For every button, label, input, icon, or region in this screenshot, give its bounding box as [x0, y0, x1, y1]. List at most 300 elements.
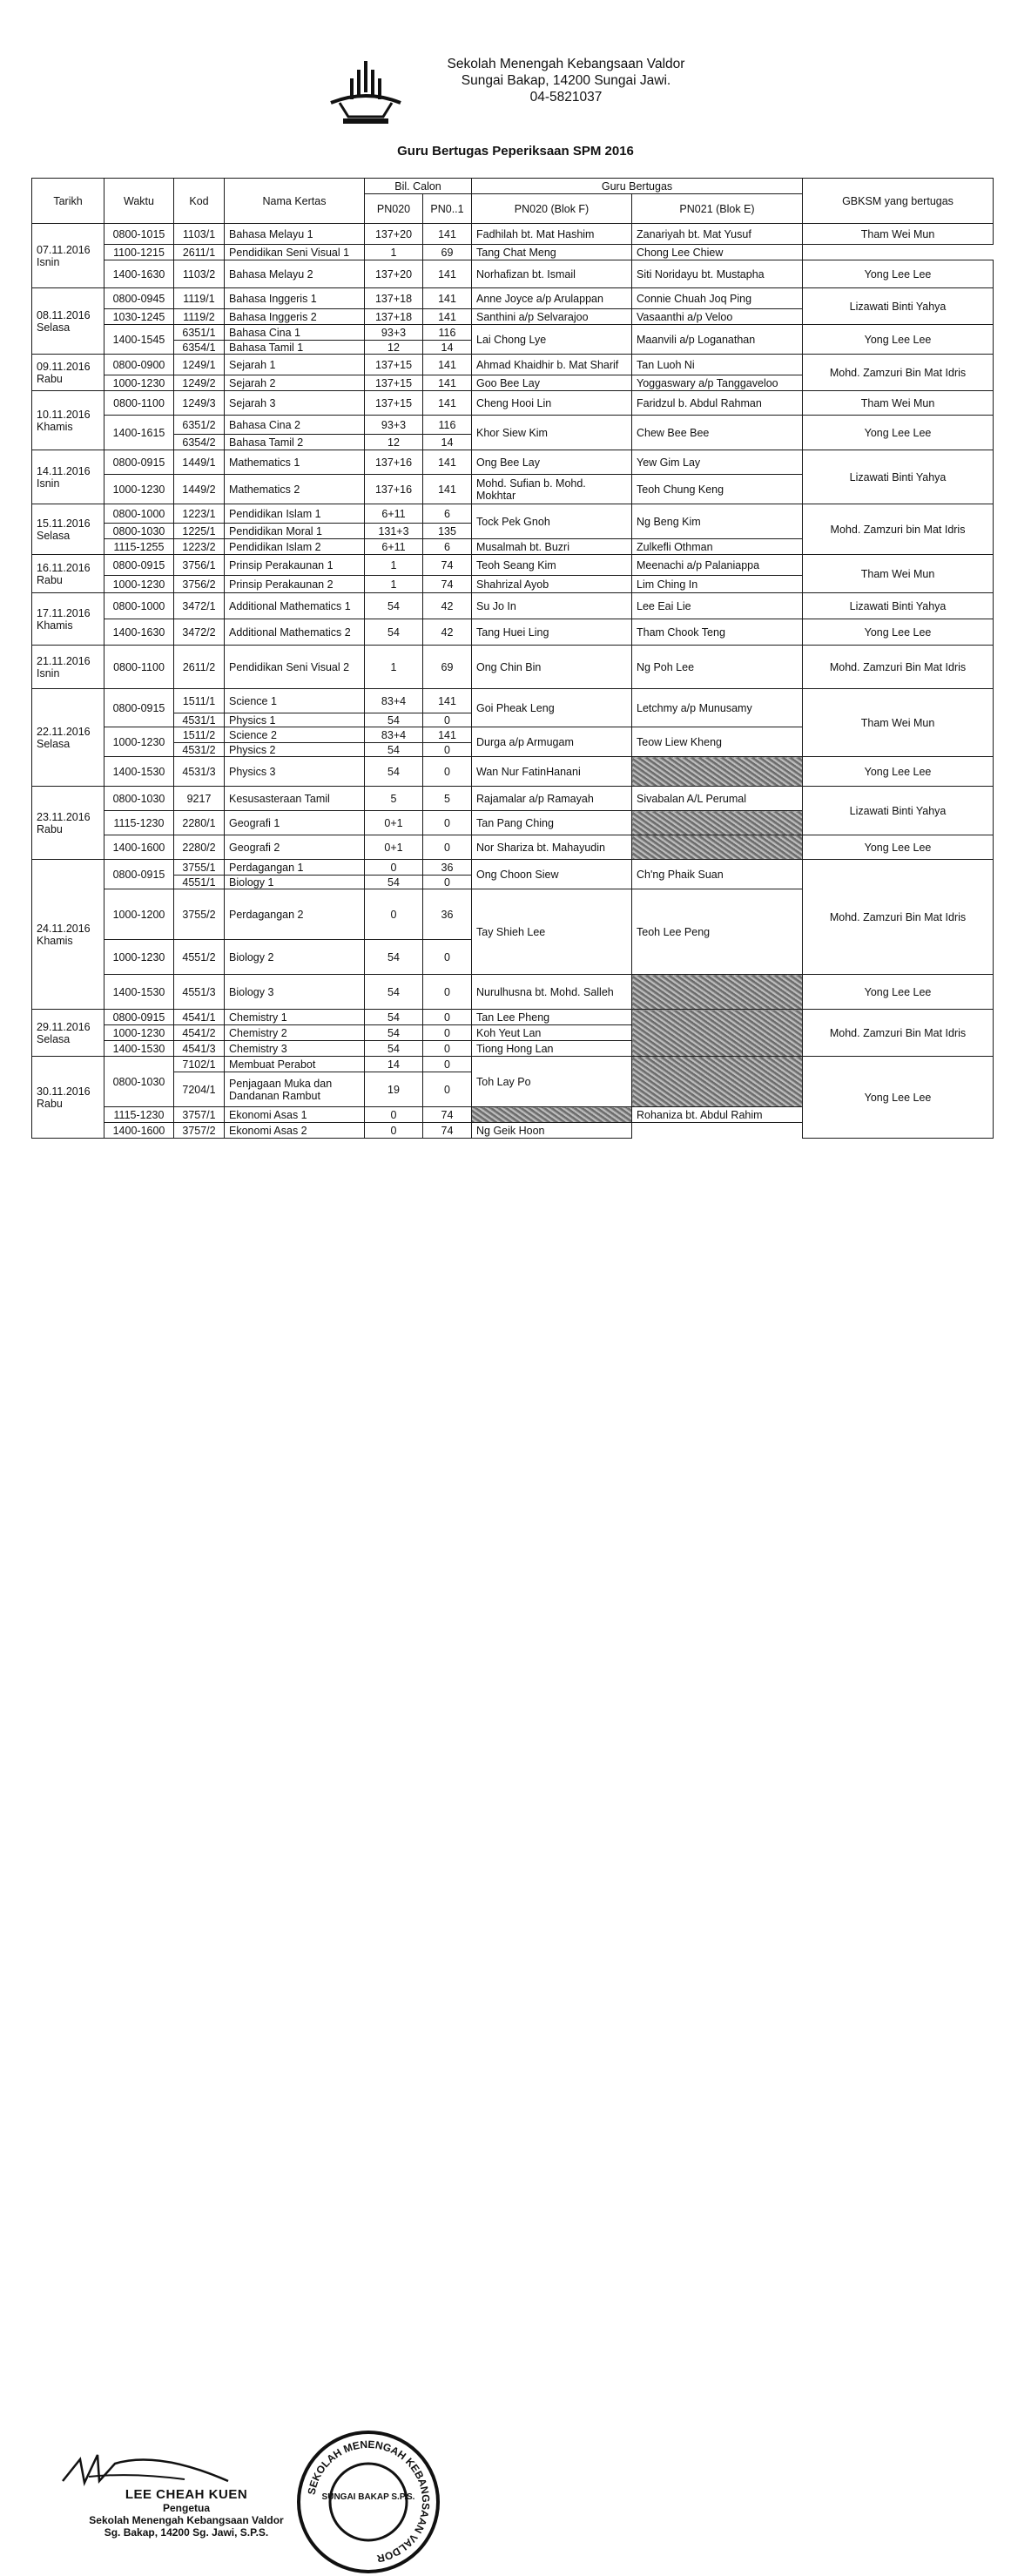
exam-day: Rabu	[37, 822, 63, 835]
teacher-pn020-cell: Tan Lee Pheng	[472, 1010, 632, 1025]
count-pn020-cell: 1	[365, 576, 423, 593]
signer-name: LEE CHEAH KUEN	[125, 2487, 248, 2502]
code-cell: 1103/2	[174, 260, 225, 288]
teacher-pn021-cell: Zulkefli Othman	[632, 539, 803, 555]
count-pn021-cell: 141	[423, 355, 472, 375]
count-pn021-cell: 0	[423, 1025, 472, 1041]
teacher-pn021-shaded	[632, 757, 803, 787]
exam-date: 23.11.2016	[37, 810, 91, 823]
exam-day: Rabu	[37, 1097, 63, 1110]
count-pn021-cell: 0	[423, 1041, 472, 1057]
gbksm-cell: Yong Lee Lee	[803, 325, 994, 355]
table-row	[32, 224, 994, 245]
exam-day: Khamis	[37, 934, 73, 947]
count-pn021-cell: 141	[423, 475, 472, 504]
header-nama-kertas: Nama Kertas	[225, 179, 365, 224]
exam-date: 10.11.2016	[37, 408, 91, 421]
code-cell: 4531/2	[174, 743, 225, 757]
time-cell: 0800-1100	[104, 646, 174, 689]
count-pn021-cell: 141	[423, 727, 472, 743]
code-cell: 6351/1	[174, 325, 225, 341]
gbksm-cell: Lizawati Binti Yahya	[803, 787, 994, 835]
count-pn020-cell: 54	[365, 940, 423, 975]
code-cell: 3755/2	[174, 889, 225, 940]
code-cell: 6354/1	[174, 341, 225, 355]
code-cell: 4531/1	[174, 713, 225, 727]
table-row	[32, 860, 994, 876]
count-pn020-cell: 93+3	[365, 325, 423, 341]
count-pn020-cell: 1	[365, 555, 423, 576]
count-pn021-cell: 141	[423, 689, 472, 713]
paper-name-cell: Additional Mathematics 2	[225, 619, 365, 646]
teacher-pn020-cell: Su Jo In	[472, 593, 632, 619]
teacher-pn020-cell: Tang Chat Meng	[472, 245, 632, 260]
paper-name-cell: Additional Mathematics 1	[225, 593, 365, 619]
teacher-pn021-cell: Teoh Chung Keng	[632, 475, 803, 504]
table-row	[32, 555, 994, 576]
count-pn020-cell: 137+18	[365, 288, 423, 309]
date-cell	[32, 288, 104, 355]
teacher-pn020-cell: Ong Choon Siew	[472, 860, 632, 889]
paper-name-cell: Prinsip Perakaunan 1	[225, 555, 365, 576]
paper-name-cell: Pendidikan Seni Visual 1	[225, 245, 365, 260]
code-cell: 1103/1	[174, 224, 225, 245]
count-pn020-cell: 54	[365, 876, 423, 889]
paper-name-cell: Mathematics 2	[225, 475, 365, 504]
table-row	[32, 245, 994, 260]
time-cell: 1115-1230	[104, 1107, 174, 1123]
teacher-pn020-cell: Nurulhusna bt. Mohd. Salleh	[472, 975, 632, 1010]
count-pn020-cell: 131+3	[365, 524, 423, 539]
table-row	[32, 260, 994, 288]
code-cell: 1449/1	[174, 450, 225, 475]
time-cell: 0800-0915	[104, 689, 174, 727]
count-pn021-cell: 0	[423, 975, 472, 1010]
paper-name-cell: Bahasa Cina 1	[225, 325, 365, 341]
table-row	[32, 787, 994, 811]
date-cell	[32, 689, 104, 787]
exam-day: Isnin	[37, 477, 60, 490]
date-cell	[32, 1057, 104, 1139]
exam-day: Khamis	[37, 619, 73, 632]
paper-name-cell: Perdagangan 1	[225, 860, 365, 876]
teacher-pn020-cell: Tiong Hong Lan	[472, 1041, 632, 1057]
date-cell	[32, 787, 104, 860]
time-cell: 1000-1230	[104, 727, 174, 757]
teacher-pn020-cell: Tock Pek Gnoh	[472, 504, 632, 539]
count-pn020-cell: 19	[365, 1072, 423, 1107]
count-pn021-cell: 5	[423, 787, 472, 811]
count-pn021-cell: 0	[423, 811, 472, 835]
table-row	[32, 835, 994, 860]
time-cell: 0800-0915	[104, 860, 174, 889]
paper-name-cell: Bahasa Inggeris 1	[225, 288, 365, 309]
table-row	[32, 355, 994, 375]
code-cell: 1249/3	[174, 391, 225, 416]
header-pn021: PN0..1	[423, 194, 472, 224]
code-cell: 1223/2	[174, 539, 225, 555]
count-pn020-cell: 137+20	[365, 260, 423, 288]
paper-name-cell: Chemistry 3	[225, 1041, 365, 1057]
time-cell: 1100-1215	[104, 245, 174, 260]
teacher-pn020-cell: Durga a/p Armugam	[472, 727, 632, 757]
count-pn021-cell: 69	[423, 245, 472, 260]
code-cell: 3757/1	[174, 1107, 225, 1123]
count-pn021-cell: 141	[423, 224, 472, 245]
count-pn020-cell: 54	[365, 1010, 423, 1025]
paper-name-cell: Membuat Perabot	[225, 1057, 365, 1072]
teacher-pn020-cell: Tay Shieh Lee	[472, 889, 632, 975]
count-pn020-cell: 137+16	[365, 450, 423, 475]
table-row	[32, 1057, 994, 1072]
time-cell: 0800-0915	[104, 1010, 174, 1025]
time-cell: 0800-1030	[104, 787, 174, 811]
school-stamp-icon	[294, 2428, 442, 2576]
exam-date: 15.11.2016	[37, 517, 91, 530]
count-pn020-cell: 54	[365, 1041, 423, 1057]
paper-name-cell: Pendidikan Seni Visual 2	[225, 646, 365, 689]
teacher-pn021-cell: Vasaanthi a/p Veloo	[632, 309, 803, 325]
paper-name-cell: Sejarah 1	[225, 355, 365, 375]
time-cell: 1000-1230	[104, 940, 174, 975]
time-cell: 0800-0915	[104, 450, 174, 475]
paper-name-cell: Penjagaan Muka dan Dandanan Rambut	[225, 1072, 365, 1107]
code-cell: 2280/1	[174, 811, 225, 835]
paper-name-cell: Science 1	[225, 689, 365, 713]
exam-day: Selasa	[37, 1032, 71, 1045]
code-cell: 4531/3	[174, 757, 225, 787]
teacher-pn021-cell: Meenachi a/p Palaniappa	[632, 555, 803, 576]
count-pn020-cell: 93+3	[365, 416, 423, 435]
time-cell: 0800-1015	[104, 224, 174, 245]
exam-day: Selasa	[37, 737, 71, 750]
code-cell: 1223/1	[174, 504, 225, 524]
time-cell: 0800-1000	[104, 504, 174, 524]
count-pn021-cell: 14	[423, 435, 472, 450]
count-pn020-cell: 6+11	[365, 504, 423, 524]
count-pn020-cell: 1	[365, 245, 423, 260]
exam-date: 29.11.2016	[37, 1020, 91, 1033]
teacher-pn021-cell: Ng Beng Kim	[632, 504, 803, 539]
table-row	[32, 646, 994, 689]
count-pn021-cell: 141	[423, 391, 472, 416]
exam-day: Isnin	[37, 666, 60, 679]
teacher-pn021-cell: Yew Gim Lay	[632, 450, 803, 475]
time-cell: 1115-1255	[104, 539, 174, 555]
header-guru-pn021: PN021 (Blok E)	[632, 194, 803, 224]
school-name: Sekolah Menengah Kebangsaan Valdor	[447, 57, 685, 71]
signer-school: Sekolah Menengah Kebangsaan Valdor	[89, 2514, 284, 2526]
paper-name-cell: Geografi 1	[225, 811, 365, 835]
exam-day: Isnin	[37, 255, 60, 268]
time-cell: 0800-0915	[104, 555, 174, 576]
count-pn021-cell: 141	[423, 375, 472, 391]
count-pn021-cell: 0	[423, 713, 472, 727]
header-guru-bertugas: Guru Bertugas	[472, 179, 803, 194]
gbksm-cell: Mohd. Zamzuri bin Mat Idris	[803, 504, 994, 555]
count-pn021-cell: 0	[423, 743, 472, 757]
code-cell: 1119/2	[174, 309, 225, 325]
gbksm-cell: Mohd. Zamzuri Bin Mat Idris	[803, 355, 994, 391]
exam-date: 21.11.2016	[37, 654, 91, 667]
school-logo-icon	[324, 57, 408, 127]
teacher-pn021-cell: Faridzul b. Abdul Rahman	[632, 391, 803, 416]
date-cell	[32, 555, 104, 593]
school-address: Sungai Bakap, 14200 Sungai Jawi.	[461, 73, 671, 88]
paper-name-cell: Perdagangan 2	[225, 889, 365, 940]
teacher-pn020-cell: Teoh Seang Kim	[472, 555, 632, 576]
teacher-pn020-cell: Musalmah bt. Buzri	[472, 539, 632, 555]
exam-date: 08.11.2016	[37, 308, 91, 321]
code-cell: 3756/2	[174, 576, 225, 593]
teacher-pn020-cell: Shahrizal Ayob	[472, 576, 632, 593]
time-cell: 0800-0945	[104, 288, 174, 309]
paper-name-cell: Biology 1	[225, 876, 365, 889]
paper-name-cell: Biology 2	[225, 940, 365, 975]
teacher-pn020-cell: Toh Lay Po	[472, 1057, 632, 1107]
count-pn021-cell: 36	[423, 889, 472, 940]
table-row	[32, 619, 994, 646]
count-pn021-cell: 0	[423, 835, 472, 860]
date-cell	[32, 860, 104, 1010]
gbksm-cell: Lizawati Binti Yahya	[803, 450, 994, 504]
time-cell: 1400-1600	[104, 835, 174, 860]
count-pn021-cell: 36	[423, 860, 472, 876]
teacher-pn021-cell: Teoh Lee Peng	[632, 889, 803, 975]
time-cell: 0800-1000	[104, 593, 174, 619]
teacher-pn021-cell: Connie Chuah Joq Ping	[632, 288, 803, 309]
count-pn020-cell: 6+11	[365, 539, 423, 555]
teacher-pn020-cell: Santhini a/p Selvarajoo	[472, 309, 632, 325]
time-cell: 0800-1030	[104, 1057, 174, 1107]
gbksm-cell: Tham Wei Mun	[803, 689, 994, 757]
teacher-pn021-cell: Sivabalan A/L Perumal	[632, 787, 803, 811]
count-pn021-cell: 135	[423, 524, 472, 539]
count-pn020-cell: 137+18	[365, 309, 423, 325]
count-pn020-cell: 0+1	[365, 811, 423, 835]
teacher-pn021-cell: Rohaniza bt. Abdul Rahim	[632, 1107, 803, 1123]
paper-name-cell: Bahasa Tamil 1	[225, 341, 365, 355]
time-cell: 1000-1230	[104, 576, 174, 593]
header-bil-calon: Bil. Calon	[365, 179, 472, 194]
count-pn020-cell: 12	[365, 435, 423, 450]
footer	[0, 1220, 1031, 2566]
code-cell: 2280/2	[174, 835, 225, 860]
teacher-pn021-cell: Yoggaswary a/p Tanggaveloo	[632, 375, 803, 391]
teacher-pn020-cell: Norhafizan bt. Ismail	[472, 260, 632, 288]
exam-day: Rabu	[37, 372, 63, 385]
count-pn020-cell: 0	[365, 1123, 423, 1139]
count-pn020-cell: 14	[365, 1057, 423, 1072]
code-cell: 6351/2	[174, 416, 225, 435]
paper-name-cell: Science 2	[225, 727, 365, 743]
table-row	[32, 975, 994, 1010]
paper-name-cell: Sejarah 3	[225, 391, 365, 416]
count-pn020-cell: 54	[365, 713, 423, 727]
date-cell	[32, 391, 104, 450]
teacher-pn021-cell: Ng Poh Lee	[632, 646, 803, 689]
teacher-pn020-cell: Rajamalar a/p Ramayah	[472, 787, 632, 811]
code-cell: 4551/3	[174, 975, 225, 1010]
code-cell: 1119/1	[174, 288, 225, 309]
count-pn020-cell: 137+16	[365, 475, 423, 504]
paper-name-cell: Mathematics 1	[225, 450, 365, 475]
exam-date: 07.11.2016	[37, 243, 91, 256]
count-pn021-cell: 0	[423, 1010, 472, 1025]
time-cell: 0800-0900	[104, 355, 174, 375]
teacher-pn021-cell: Lim Ching In	[632, 576, 803, 593]
teacher-pn020-cell: Wan Nur FatinHanani	[472, 757, 632, 787]
header-pn020: PN020	[365, 194, 423, 224]
count-pn020-cell: 54	[365, 975, 423, 1010]
time-cell: 1400-1615	[104, 416, 174, 450]
count-pn021-cell: 14	[423, 341, 472, 355]
teacher-pn020-cell: Koh Yeut Lan	[472, 1025, 632, 1041]
paper-name-cell: Pendidikan Islam 1	[225, 504, 365, 524]
date-cell	[32, 646, 104, 689]
teacher-pn020-cell: Tang Huei Ling	[472, 619, 632, 646]
count-pn020-cell: 83+4	[365, 727, 423, 743]
count-pn020-cell: 12	[365, 341, 423, 355]
stamp-outer-text: SEKOLAH MENENGAH KEBANGSAAN VALDOR	[305, 2437, 433, 2566]
count-pn021-cell: 0	[423, 1057, 472, 1072]
count-pn021-cell: 74	[423, 1107, 472, 1123]
letterhead	[0, 0, 1031, 174]
paper-name-cell: Sejarah 2	[225, 375, 365, 391]
count-pn020-cell: 137+20	[365, 224, 423, 245]
time-cell: 1000-1230	[104, 375, 174, 391]
gbksm-cell: Lizawati Binti Yahya	[803, 593, 994, 619]
table-row	[32, 325, 994, 341]
gbksm-cell: Tham Wei Mun	[803, 391, 994, 416]
code-cell: 4551/2	[174, 940, 225, 975]
teacher-pn020-cell: Fadhilah bt. Mat Hashim	[472, 224, 632, 245]
exam-day: Khamis	[37, 420, 73, 433]
teacher-pn020-cell: Mohd. Sufian b. Mohd. Mokhtar	[472, 475, 632, 504]
teacher-pn020-cell: Cheng Hooi Lin	[472, 391, 632, 416]
paper-name-cell: Kesusasteraan Tamil	[225, 787, 365, 811]
count-pn021-cell: 0	[423, 757, 472, 787]
gbksm-cell: Yong Lee Lee	[803, 416, 994, 450]
table-row	[32, 757, 994, 787]
count-pn021-cell: 6	[423, 504, 472, 524]
teacher-pn020-cell: Tan Pang Ching	[472, 811, 632, 835]
date-cell	[32, 224, 104, 288]
count-pn021-cell: 141	[423, 288, 472, 309]
time-cell: 0800-1030	[104, 524, 174, 539]
count-pn021-cell: 74	[423, 555, 472, 576]
time-cell: 0800-1100	[104, 391, 174, 416]
table-row	[32, 593, 994, 619]
table-row	[32, 450, 994, 475]
table-row	[32, 1010, 994, 1025]
exam-date: 24.11.2016	[37, 922, 91, 935]
code-cell: 7204/1	[174, 1072, 225, 1107]
paper-name-cell: Pendidikan Islam 2	[225, 539, 365, 555]
code-cell: 1249/2	[174, 375, 225, 391]
count-pn021-cell: 116	[423, 325, 472, 341]
teacher-pn021-shaded	[632, 1057, 803, 1107]
count-pn021-cell: 74	[423, 576, 472, 593]
date-cell	[32, 1010, 104, 1057]
count-pn021-cell: 0	[423, 1072, 472, 1107]
paper-name-cell: Bahasa Inggeris 2	[225, 309, 365, 325]
paper-name-cell: Physics 2	[225, 743, 365, 757]
table-row	[32, 416, 994, 435]
paper-name-cell: Biology 3	[225, 975, 365, 1010]
count-pn020-cell: 0	[365, 889, 423, 940]
count-pn020-cell: 54	[365, 619, 423, 646]
code-cell: 4541/1	[174, 1010, 225, 1025]
teacher-pn020-cell: Nor Shariza bt. Mahayudin	[472, 835, 632, 860]
gbksm-cell: Lizawati Binti Yahya	[803, 288, 994, 325]
signature-block	[64, 2487, 308, 2539]
document-title: Guru Bertugas Peperiksaan SPM 2016	[397, 144, 634, 159]
count-pn021-cell: 141	[423, 450, 472, 475]
header-kod: Kod	[174, 179, 225, 224]
teacher-pn021-cell: Siti Noridayu bt. Mustapha	[632, 260, 803, 288]
exam-date: 16.11.2016	[37, 561, 91, 574]
code-cell: 3472/1	[174, 593, 225, 619]
signer-address: Sg. Bakap, 14200 Sg. Jawi, S.P.S.	[104, 2526, 269, 2539]
time-cell: 1400-1545	[104, 325, 174, 355]
teacher-pn020-cell: Anne Joyce a/p Arulappan	[472, 288, 632, 309]
table-row	[32, 391, 994, 416]
count-pn020-cell: 54	[365, 1025, 423, 1041]
teacher-pn020-cell: Goi Pheak Leng	[472, 689, 632, 727]
paper-name-cell: Prinsip Perakaunan 2	[225, 576, 365, 593]
count-pn020-cell: 0+1	[365, 835, 423, 860]
gbksm-cell: Mohd. Zamzuri Bin Mat Idris	[803, 1010, 994, 1057]
table-row	[32, 504, 994, 524]
teacher-pn020-cell: Ong Chin Bin	[472, 646, 632, 689]
count-pn020-cell: 137+15	[365, 375, 423, 391]
gbksm-cell: Yong Lee Lee	[803, 757, 994, 787]
exam-day: Selasa	[37, 529, 71, 542]
count-pn020-cell: 54	[365, 593, 423, 619]
teacher-pn021-cell: Zanariyah bt. Mat Yusuf	[632, 224, 803, 245]
count-pn020-cell: 54	[365, 757, 423, 787]
count-pn020-cell: 54	[365, 743, 423, 757]
paper-name-cell: Physics 3	[225, 757, 365, 787]
paper-name-cell: Chemistry 2	[225, 1025, 365, 1041]
teacher-pn020-shaded	[472, 1107, 632, 1123]
header-guru-pn020: PN020 (Blok F)	[472, 194, 632, 224]
count-pn020-cell: 137+15	[365, 391, 423, 416]
teacher-pn020-cell: Ong Bee Lay	[472, 450, 632, 475]
teacher-pn020-cell: Lai Chong Lye	[472, 325, 632, 355]
gbksm-cell: Tham Wei Mun	[803, 224, 994, 245]
exam-date: 17.11.2016	[37, 606, 91, 619]
date-cell	[32, 593, 104, 646]
paper-name-cell: Pendidikan Moral 1	[225, 524, 365, 539]
code-cell: 2611/2	[174, 646, 225, 689]
code-cell: 7102/1	[174, 1057, 225, 1072]
table-row	[32, 288, 994, 309]
count-pn021-cell: 42	[423, 619, 472, 646]
teacher-pn021-cell: Tan Luoh Ni	[632, 355, 803, 375]
code-cell: 3756/1	[174, 555, 225, 576]
paper-name-cell: Bahasa Tamil 2	[225, 435, 365, 450]
teacher-pn020-cell: Ahmad Khaidhir b. Mat Sharif	[472, 355, 632, 375]
gbksm-cell: Yong Lee Lee	[803, 260, 994, 288]
time-cell: 1000-1200	[104, 889, 174, 940]
paper-name-cell: Bahasa Cina 2	[225, 416, 365, 435]
count-pn021-cell: 141	[423, 309, 472, 325]
gbksm-cell: Tham Wei Mun	[803, 555, 994, 593]
teacher-pn021-shaded	[632, 1010, 803, 1057]
school-phone: 04-5821037	[529, 90, 603, 105]
